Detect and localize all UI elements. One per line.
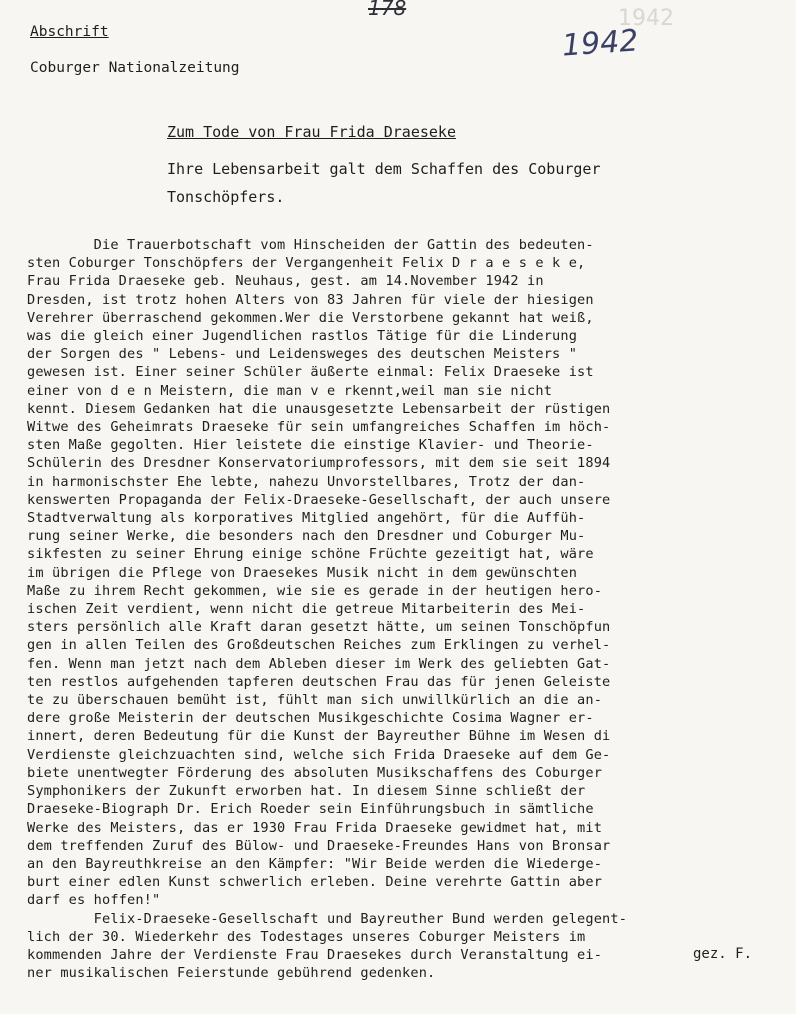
- handwritten-year: 1942: [560, 23, 640, 64]
- archive-number: 178: [368, 0, 407, 20]
- body-line: burt einer edlen Kunst schwerlich erleben. Deine verehrte Gattin aber: [27, 874, 603, 891]
- body-line: im übrigen die Pflege von Draesekes Musik nicht in dem gewünschten: [27, 564, 578, 581]
- body-line: Dresden, ist trotz hohen Alters von 83 Jahren für viele der hiesigen: [27, 291, 594, 308]
- body-line: der Sorgen des " Lebens- und Leidensweges des deutschen Meisters ": [27, 346, 578, 363]
- article-body: [27, 236, 796, 982]
- body-line: Maße zu ihrem Recht gekommen, wie sie es gerade in der heutigen hero-: [27, 582, 603, 599]
- body-line: sters persönlich alle Kraft daran gesetzt hätte, um seinen Tonschöpfun: [27, 619, 611, 636]
- body-line: kommenden Jahre der Verdienste Frau Draesekes durch Veranstaltung ei-: [27, 946, 603, 963]
- body-line: sten Maße gegolten. Hier leistete die einstige Klavier- und Theorie-: [27, 437, 594, 454]
- body-line: was die gleich einer Jugendlichen rastlos Tätige für die Linderung: [27, 328, 578, 345]
- body-line: sten Coburger Tonschöpfers der Vergangenheit Felix D r a e s e k e,: [27, 255, 586, 272]
- body-line: Verdienste gleichzuachten sind, welche sich Frida Draeseke auf dem Ge-: [27, 746, 611, 763]
- body-line: Frau Frida Draeseke geb. Neuhaus, gest. am 14.November 1942 in: [27, 273, 544, 290]
- body-line: te zu überschauen bemüht ist, fühlt man sich unwillkürlich an die an-: [27, 692, 603, 709]
- body-line: Witwe des Geheimrats Draeseke für sein umfangreiches Schaffen im höch-: [27, 419, 611, 436]
- body-line: kennt. Diesem Gedanken hat die unausgesetzte Lebensarbeit der rüstigen: [27, 400, 611, 417]
- body-line: ischen Zeit verdient, wenn nicht die getreue Mitarbeiterin des Mei-: [27, 601, 586, 618]
- faint-archive-mark: 1942: [618, 6, 674, 31]
- body-line: Werke des Meisters, das er 1930 Frau Frida Draeseke gewidmet hat, mit: [27, 819, 603, 836]
- body-line: Draeseke-Biograph Dr. Erich Roeder sein Einführungsbuch in sämtliche: [27, 801, 594, 818]
- body-line: gewesen ist. Einer seiner Schüler äußerte einmal: Felix Draeseke ist: [27, 364, 594, 381]
- body-line: Stadtverwaltung als korporatives Mitglied angehört, für die Auffüh-: [27, 510, 586, 527]
- body-line: biete unentwegter Förderung des absoluten Musikschaffens des Coburger: [27, 764, 603, 781]
- body-line: in harmonischster Ehe lebte, nahezu Unvorstellbares, Trotz der dan-: [27, 473, 586, 490]
- body-line: innert, deren Bedeutung für die Kunst der Bayreuther Bühne im Wesen di: [27, 728, 611, 745]
- signature: gez. F.: [693, 946, 753, 962]
- body-line: rung seiner Werke, die besonders nach den Dresdner und Coburger Mu-: [27, 528, 586, 545]
- body-line: dere große Meisterin der deutschen Musikgeschichte Cosima Wagner er-: [27, 710, 594, 727]
- body-line: einer von d e n Meistern, die man v e rkennt,weil man sie nicht: [27, 382, 553, 399]
- body-line: darf es hoffen!": [27, 892, 161, 909]
- body-line: lich der 30. Wiederkehr des Todestages unseres Coburger Meisters im: [27, 928, 586, 945]
- article-subtitle: Ihre Lebensarbeit galt dem Schaffen des Coburger Tonschöpfers.: [167, 160, 601, 206]
- copy-label: Abschrift: [30, 24, 109, 40]
- newspaper-name: Coburger Nationalzeitung: [30, 60, 240, 76]
- body-line: sikfesten zu seiner Ehrung einige schöne Früchte gezeitigt hat, wäre: [27, 546, 594, 563]
- body-line: Verehrer überraschend gekommen.Wer die Verstorbene gekannt hat weiß,: [27, 309, 594, 326]
- body-line: an den Bayreuthkreise an den Kämpfer: "Wir Beide werden die Wiederge-: [27, 855, 603, 872]
- body-line: Die Trauerbotschaft vom Hinscheiden der Gattin des bedeuten-: [27, 237, 594, 253]
- body-line: dem treffenden Zuruf des Bülow- und Draeseke-Freundes Hans von Bronsar: [27, 837, 611, 854]
- body-line: Symphonikers der Zukunft erworben hat. In diesem Sinne schließt der: [27, 783, 586, 800]
- article-title: Zum Tode von Frau Frida Draeseke: [167, 123, 456, 141]
- body-line: Schülerin des Dresdner Konservatoriumprofessors, mit dem sie seit 1894: [27, 455, 611, 472]
- body-line: fen. Wenn man jetzt nach dem Ableben dieser im Werk des geliebten Gat-: [27, 655, 611, 672]
- body-line: ner musikalischen Feierstunde gebührend gedenken.: [27, 965, 436, 982]
- body-line: kenswerten Propaganda der Felix-Draeseke-Gesellschaft, der auch unsere: [27, 491, 611, 508]
- body-line: Felix-Draeseke-Gesellschaft und Bayreuther Bund werden gelegent-: [27, 910, 628, 927]
- body-line: ten restlos aufgehenden tapferen deutschen Frau das für jenen Geleiste: [27, 673, 611, 690]
- body-line: gen in allen Teilen des Großdeutschen Reiches zum Erklingen zu verhel-: [27, 637, 611, 654]
